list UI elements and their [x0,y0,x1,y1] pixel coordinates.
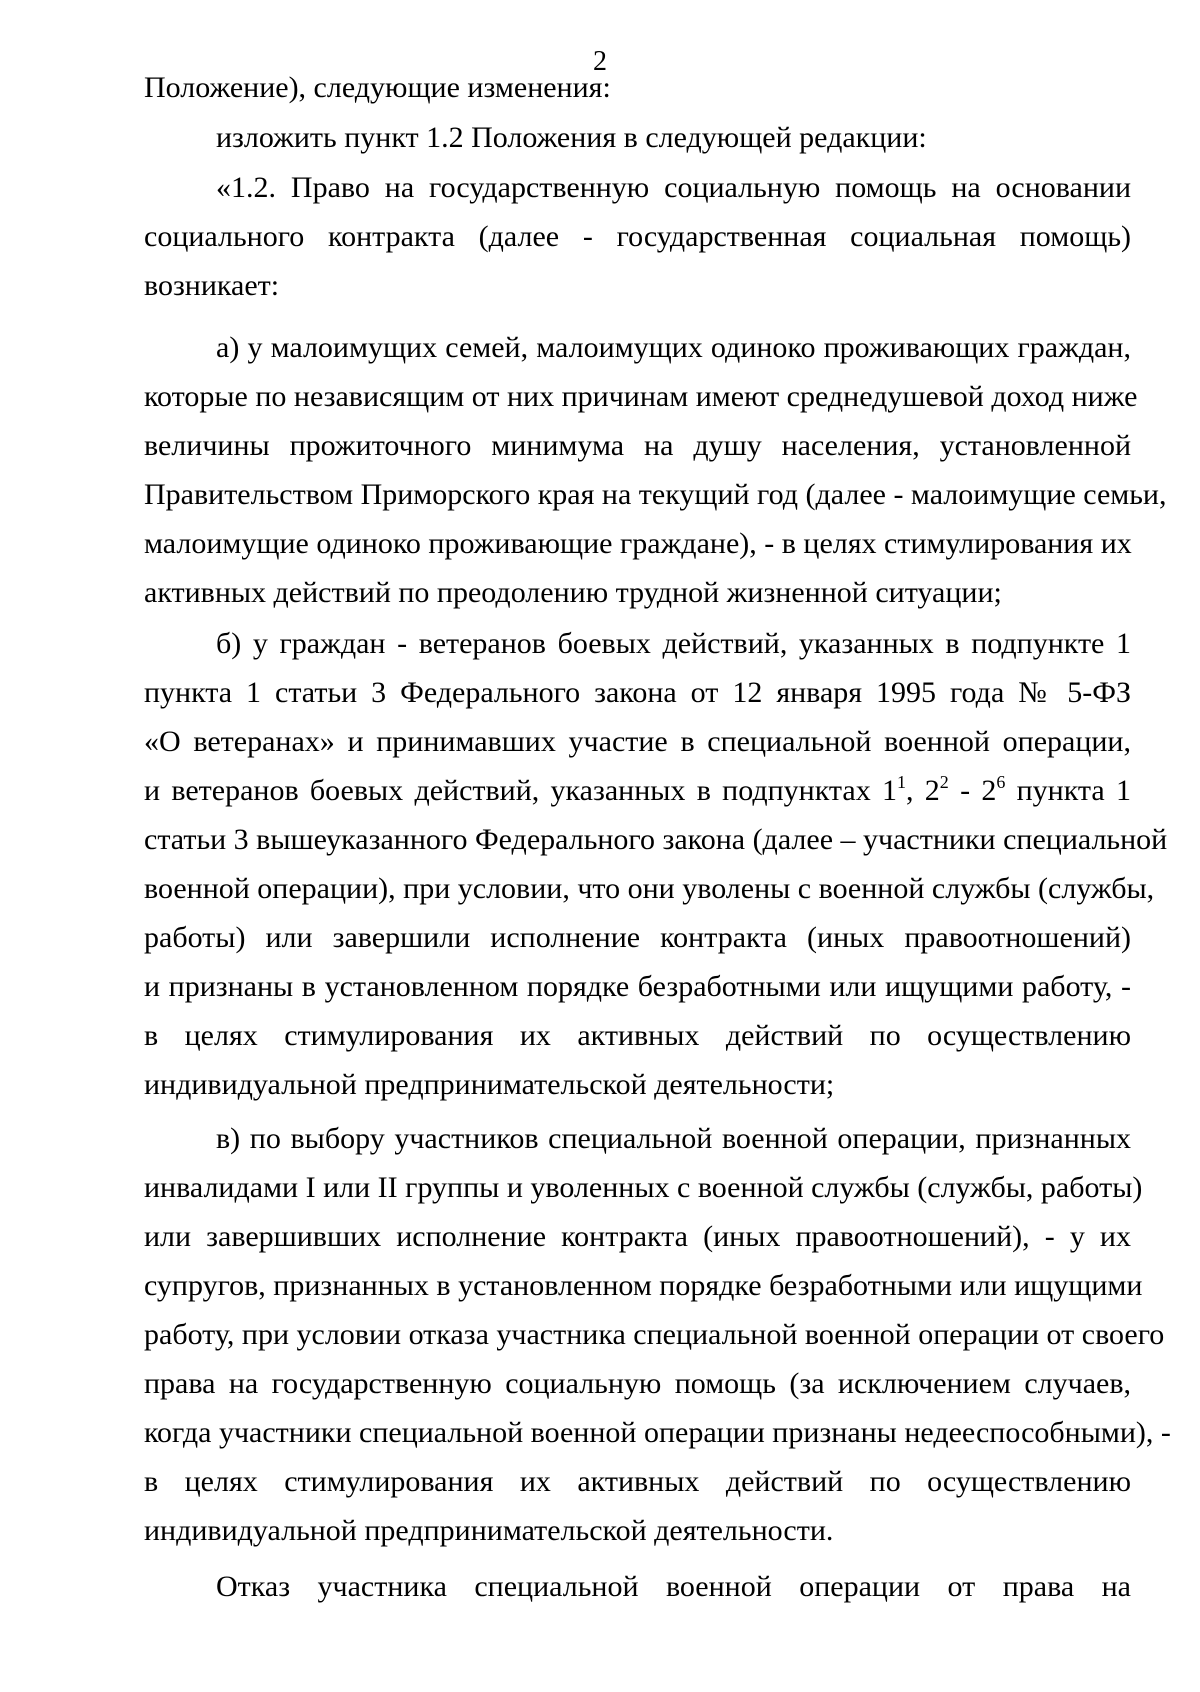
text-line: работу, при условии отказа участника специальной военной операции от своего [144,1318,1165,1351]
text-line: Положение), следующие изменения: [144,71,611,104]
text-line: величины прожиточного минимума на душу населения, установленной [144,429,1131,462]
text-line: индивидуальной предпринимательской деятельности; [144,1068,835,1101]
page-number: 2 [593,46,607,77]
text-line: и признаны в установленном порядке безработными или ищущими работу, - [144,970,1131,1003]
text-line: возникает: [144,269,280,302]
text-line: малоимущие одиноко проживающие граждане), - в целях стимулирования их [144,527,1132,560]
text-line: индивидуальной предпринимательской деятельности. [144,1514,834,1547]
text-line: инвалидами I или II группы и уволенных с военной службы (службы, работы) [144,1171,1143,1204]
text-line: социального контракта (далее - государственная социальная помощь) [144,220,1131,253]
text-line: или завершивших исполнение контракта (иных правоотношений), - у их [144,1220,1131,1253]
text-line: б) у граждан - ветеранов боевых действий, указанных в подпункте 1 [216,627,1131,660]
text-line-with-superscripts: и ветеранов боевых действий, указанных в подпунктах $1^1$, $2^2 - 2^6$ пункта 1 [144,772,1131,807]
text-line: военной операции), при условии, что они уволены с военной службы (службы, [144,872,1155,905]
text-line: «О ветеранах» и принимавших участие в специальной военной операции, [144,725,1131,758]
text-line: в целях стимулирования их активных действий по осуществлению [144,1019,1131,1052]
text-line: пункта 1 статьи 3 Федерального закона от 12 января 1995 года № 5-ФЗ [144,676,1131,709]
text-line: «1.2. Право на государственную социальную помощь на основании [216,171,1131,204]
text-line: активных действий по преодолению трудной жизненной ситуации; [144,576,1002,609]
text-line: права на государственную социальную помощь (за исключением случаев, [144,1367,1131,1400]
text-line: а) у малоимущих семей, малоимущих одиноко проживающих граждан, [216,331,1131,364]
text-line: которые по независящим от них причинам имеют среднедушевой доход ниже [144,380,1138,413]
text-line: супругов, признанных в установленном порядке безработными или ищущими [144,1269,1143,1302]
text-line: Отказ участника специальной военной операции от права на [216,1570,1131,1603]
text-line: когда участники специальной военной операции признаны недееспособными), - [144,1416,1171,1449]
text-line: статьи 3 вышеуказанного Федерального закона (далее – участники специальной [144,823,1168,856]
text-line: Правительством Приморского края на текущий год (далее - малоимущие семьи, [144,478,1167,511]
text-line: в целях стимулирования их активных действий по осуществлению [144,1465,1131,1498]
text-line: в) по выбору участников специальной военной операции, признанных [216,1122,1131,1155]
text-line: работы) или завершили исполнение контракта (иных правоотношений) [144,921,1131,954]
text-line: изложить пункт 1.2 Положения в следующей редакции: [216,121,927,154]
